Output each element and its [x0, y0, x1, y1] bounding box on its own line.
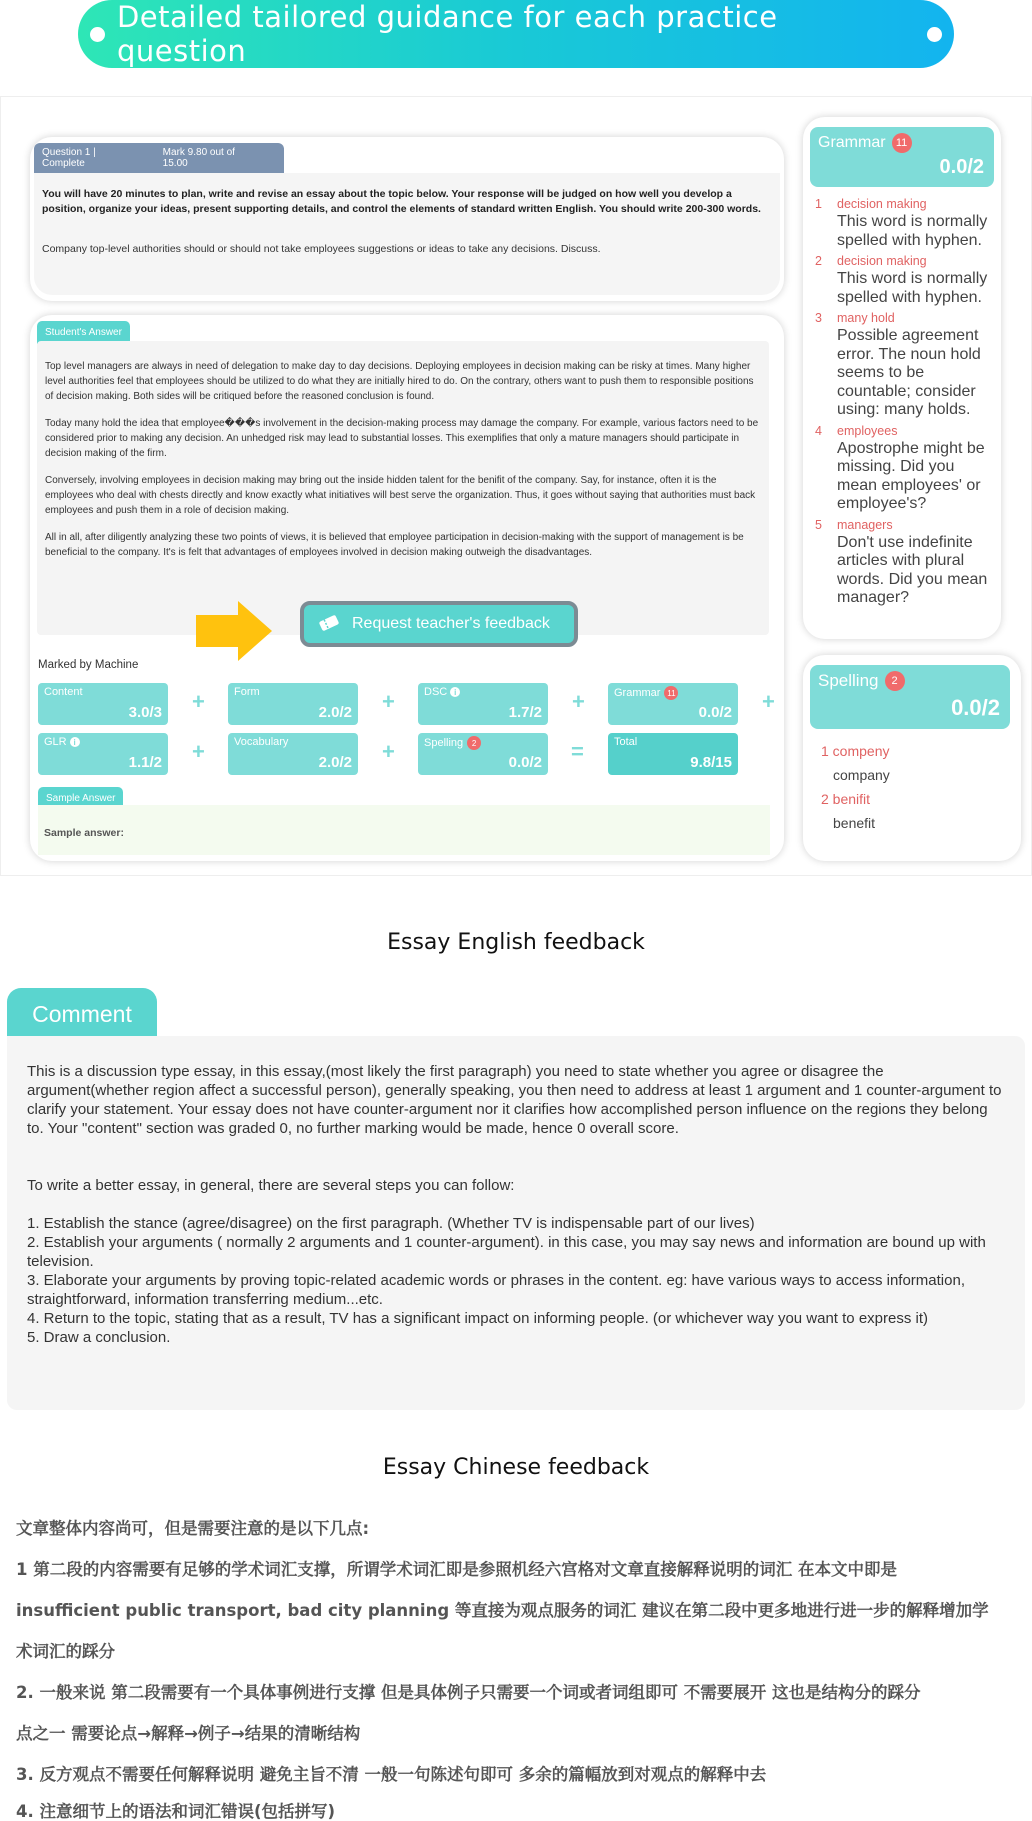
- tab-comment[interactable]: Comment: [7, 988, 157, 1040]
- corrected-word: benefit: [833, 815, 876, 831]
- chinese-feedback-line: 术词汇的踩分: [16, 1642, 115, 1661]
- question-body: [34, 173, 780, 295]
- list-item[interactable]: 5 managers Don't use indefinite articles with plural words. Did you mean manager?: [815, 517, 988, 606]
- comment-step: 2. Establish your arguments ( normally 2 arguments and 1 counter-argument). in this case, you may say news and information are bound up with television.: [27, 1234, 986, 1270]
- answer-paragraph: Today many hold the idea that employee���s involvement in the decision-making process may damage the company. For example, various factors need to be considered prior to making any decision. An unhedged risk may lead to substantial losses. This exemplifies that only a mature managers should participate in decision making of the firm.: [45, 418, 759, 459]
- spelling-panel: [803, 655, 1021, 861]
- answer-paragraph: Conversely, involving employees in decision making may bring out the inside hidden talent for the benifit of the company. Say, for instance, often it is the employees who deal with chests directly and know exactly what initiatives will best serve the organization. Thus, it goes without saying that authorities must back employees and push them in a role of decision making.: [45, 475, 756, 516]
- score-form: Form 2.0/2: [228, 683, 358, 725]
- banner-text: Detailed tailored guidance for each practice question: [116, 0, 778, 68]
- question-header: [34, 143, 284, 173]
- question-mark: Mark 9.80 out of 15.00: [162, 147, 235, 169]
- list-item[interactable]: 3 many hold Possible agreement error. The noun hold seems to be countable; consider using: many holds.: [815, 311, 981, 418]
- score-dsc: DSC i 1.7/2: [418, 683, 548, 725]
- score-vocabulary: Vocabulary 2.0/2: [228, 733, 358, 775]
- plus-icon: +: [382, 739, 395, 764]
- comment-body: [7, 1036, 1025, 1410]
- list-item[interactable]: 2 decision making This word is normally spelled with hyphen.: [815, 254, 988, 306]
- request-feedback-label: Request teacher's feedback: [352, 615, 550, 632]
- comment-paragraph: To write a better essay, in general, there are several steps you can follow:: [27, 1177, 515, 1194]
- list-item[interactable]: 1 decision making This word is normally spelled with hyphen.: [815, 197, 988, 249]
- ticket-icon: [318, 615, 340, 631]
- chinese-feedback-line: 点之一 需要论点→解释→例子→结果的清晰结构: [16, 1724, 361, 1743]
- answer-paragraph: Top level managers are always in need of delegation to make day to day decisions. Deploying employees in decision making can be risky at times. Many higher level authorities feel that employees should be utilized to do what they are initially hired to do. On the contrary, others want to push them to responsible positions of decision making. Both sides will be critiqued before the reasoned conclusion is found.: [45, 361, 754, 402]
- answer-paragraph: All in all, after diligently analyzing these two points of views, it is believed that employee participation in decision-making with the support of management is be beneficial to the company. It's is felt that advantages of employees involved in decision making outweigh the disadvantages.: [45, 532, 744, 558]
- spelling-panel-title: Spelling: [818, 671, 879, 690]
- plus-icon: +: [192, 689, 205, 714]
- grammar-count-badge: 11: [664, 686, 678, 700]
- chinese-feedback-line: insufficient public transport, bad city planning 等直接为观点服务的词汇 建议在第二段中更多地进行进一步的解释增加学: [16, 1601, 989, 1620]
- info-icon[interactable]: i: [450, 687, 460, 697]
- tab-student-answer[interactable]: Student's Answer: [37, 321, 130, 344]
- plus-icon: +: [572, 689, 585, 714]
- practice-screenshot: [0, 96, 1032, 876]
- misspelled-word[interactable]: 2 benifit: [821, 791, 871, 807]
- headline-banner: [78, 0, 954, 68]
- pointer-arrow-icon: [196, 601, 276, 661]
- info-icon[interactable]: i: [70, 737, 80, 747]
- marked-by-label: Marked by Machine: [38, 659, 139, 671]
- grammar-panel-title: Grammar: [818, 134, 886, 151]
- comment-step: 3. Elaborate your arguments by proving topic-related academic words or phrases in the content. eg: have various ways to access information, straightforward, information transferring medium...etc.: [27, 1272, 965, 1308]
- equals-icon: =: [571, 739, 584, 764]
- question-number: Question 1 | Complete: [42, 147, 96, 169]
- score-content: Content 3.0/3: [38, 683, 168, 725]
- comment-step: 1. Establish the stance (agree/disagree) on the first paragraph. (Whether TV is indispensable part of our lives): [27, 1215, 755, 1232]
- chinese-feedback-title: Essay Chinese feedback: [382, 1455, 650, 1480]
- score-spelling: Spelling 2 0.0/2: [418, 733, 548, 775]
- spelling-panel-header: [810, 665, 1010, 729]
- list-item[interactable]: 4 employees Apostrophe might be missing. Did you mean employees' or employee's?: [815, 423, 985, 512]
- question-card: [30, 137, 784, 301]
- comment-paragraph: This is a discussion type essay, in this essay,(most likely the first paragraph) you need to state whether you agree or disagree the argument(whether region affect a successful person), generally speaking, you then need to address at least 1 argument and 1 counter-argument to clarify your statement. Your essay does not have counter-argument nor it clarifies how accomplished person influence on the regions they belong to. Your "content" section was graded 0, no further marking would be made, hence 0 overall score.: [27, 1063, 1002, 1137]
- misspelled-word[interactable]: 1 compeny: [821, 743, 890, 759]
- score-grammar: Grammar 11 0.0/2: [608, 683, 738, 725]
- spelling-panel-score: 0.0/2: [951, 695, 1000, 720]
- corrected-word: company: [833, 767, 890, 783]
- bullet-dot-icon: [927, 27, 942, 42]
- chinese-feedback-line: 文章整体内容尚可，但是需要注意的是以下几点:: [16, 1519, 370, 1538]
- answer-card: [30, 315, 784, 861]
- grammar-panel-header: [810, 127, 994, 187]
- plus-icon: +: [382, 689, 395, 714]
- grammar-issue-list: [815, 197, 993, 612]
- chinese-feedback-line: 3. 反方观点不需要任何解释说明 避免主旨不清 一般一句陈述句即可 多余的篇幅放到对观点的解释中去: [16, 1765, 767, 1784]
- score-glr: GLR i 1.1/2: [38, 733, 168, 775]
- grammar-panel-badge: 11: [892, 133, 912, 153]
- sample-answer-box: Sample answer:: [38, 805, 770, 855]
- english-feedback-title: Essay English feedback: [387, 930, 645, 955]
- chinese-feedback-line: 4. 注意细节上的语法和词汇错误(包括拼写): [16, 1802, 336, 1821]
- chinese-feedback-line: 2. 一般来说 第二段需要有一个具体事例进行支撑 但是具体例子只需要一个词或者词组即可 不需要展开 这也是结构分的踩分: [16, 1683, 921, 1702]
- spelling-count-badge: 2: [467, 736, 481, 750]
- comment-step: 5. Draw a conclusion.: [27, 1329, 171, 1346]
- chinese-feedback-line: 1 第二段的内容需要有足够的学术词汇支撑，所谓学术词汇即是参照机经六宫格对文章直接解释说明的词汇 在本文中即是: [16, 1560, 897, 1579]
- comment-step: 4. Return to the topic, stating that as a result, TV has a significant impact on informing people. (or whichever way you want to express it): [27, 1310, 929, 1327]
- spelling-issue-list: [821, 739, 890, 835]
- grammar-panel-score: 0.0/2: [939, 156, 984, 178]
- student-answer-text: [37, 341, 769, 635]
- grammar-panel: [803, 117, 1001, 639]
- plus-icon: +: [192, 739, 205, 764]
- bullet-dot-icon: [90, 27, 105, 42]
- request-feedback-button[interactable]: [300, 601, 578, 647]
- plus-icon: +: [762, 689, 775, 714]
- question-instructions: You will have 20 minutes to plan, write and revise an essay about the topic below. Your response will be judged on how well you develop a position, organize your ideas, present supporting details, and control the elements of standard written English. You should write 200-300 words.: [42, 188, 761, 215]
- question-topic: Company top-level authorities should or should not take employees suggestions or ideas to take any decisions. Discuss.: [42, 243, 601, 255]
- tab-sample-answer[interactable]: Sample Answer: [38, 787, 123, 810]
- spelling-panel-badge: 2: [885, 671, 905, 691]
- score-total: Total 9.8/15: [608, 733, 738, 775]
